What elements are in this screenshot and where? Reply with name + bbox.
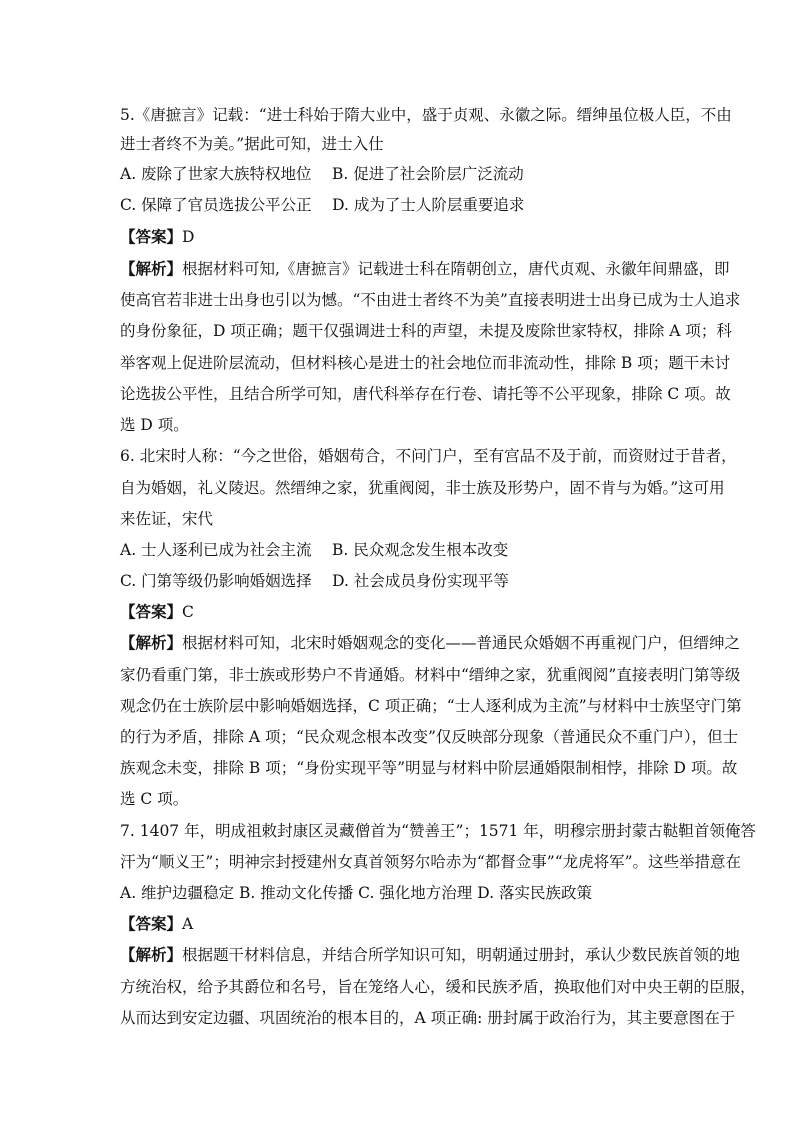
q5-option-line-1: A. 废除了世家大族特权地位 B. 促进了社会阶层广泛流动: [120, 165, 524, 183]
q6-stem-line-3: 来佐证，宋代: [120, 510, 214, 528]
answer-label: 【答案】: [120, 602, 183, 621]
q6-analysis-line-4: 的行为矛盾，排除 A 项；“民众观念根本改变”仅反映部分现象（普通民众不重门户），但士: [120, 728, 739, 746]
q6-analysis-line-6: 选 C 项。: [120, 790, 189, 808]
q5-analysis-line-1: [120, 258, 730, 280]
q5-analysis-line-3: 的身份象征，D 项正确；题干仅强调进士科的声望，未提及废除世家特权，排除 A 项；科: [120, 322, 732, 340]
q7-analysis-line-2: 方统治权，给予其爵位和名号，旨在笼络人心，缓和民族矛盾，换取他们对中央王朝的臣服，: [120, 978, 756, 996]
analysis-label: 【解析】: [120, 259, 183, 278]
q5-analysis-line-2: 使高官若非进士出身也引以为憾。“不由进士者终不为美”直接表明进士出身已成为士人追求: [120, 291, 741, 309]
analysis-label: 【解析】: [120, 945, 183, 964]
analysis-text: 根据题干材料信息，并结合所学知识可知，明朝通过册封，承认少数民族首领的地: [182, 946, 741, 964]
q6-analysis-line-5: 族观念未变，排除 B 项；“身份实现平等”明显与材料中阶层通婚限制相悖，排除 D 项。故: [120, 759, 738, 777]
analysis-text: 根据材料可知，北宋时婚姻观念的变化——普通民众婚姻不再重视门户，但缙绅之: [182, 634, 741, 652]
q5-stem-line-1: 5.《唐摭言》记载：“进士科始于隋大业中，盛于贞观、永徽之际。缙绅虽位极人臣，不由: [120, 106, 732, 124]
q5-stem-line-2: 进士者终不为美。”据此可知，进士入仕: [120, 135, 384, 153]
q6-analysis-line-1: [120, 632, 741, 654]
q6-stem-line-1: 6. 北宋时人称：“今之世俗，婚姻苟合，不问门户，至有宫品不及于前，而资财过于昔者，: [120, 447, 737, 465]
q6-option-line-1: A. 士人逐利已成为社会主流 B. 民众观念发生根本改变: [120, 541, 509, 559]
q5-answer: [120, 226, 690, 248]
answer-value: A: [182, 915, 194, 933]
q5-analysis-line-4: 举客观上促进阶层流动，但材料核心是进士的社会地位而非流动性，排除 B 项；题干未讨: [120, 354, 731, 372]
q6-option-line-2: C. 门第等级仍影响婚姻选择 D. 社会成员身份实现平等: [120, 572, 509, 590]
answer-label: 【答案】: [120, 227, 183, 246]
answer-label: 【答案】: [120, 914, 183, 933]
q7-analysis-line-3: 从而达到安定边疆、巩固统治的根本目的，A 项正确: 册封属于政治行为，其主要意图在于: [120, 1009, 736, 1027]
q6-answer: [120, 601, 690, 623]
q6-stem-line-2: 自为婚姻，礼义陵迟。然缙绅之家，犹重阀阅，非士族及形势户，固不肯与为婚。”这可用: [120, 479, 725, 497]
answer-value: C: [182, 603, 194, 621]
q5-analysis-line-5: 论选拔公平性，且结合所学可知，唐代科举存在行卷、请托等不公平现象，排除 C 项。故: [120, 385, 731, 403]
q6-analysis-line-2: 家仍看重门第，非士族或形势户不肯通婚。材料中“缙绅之家，犹重阀阅”直接表明门第等级: [120, 666, 741, 684]
q7-option-line-1: A. 维护边疆稳定 B. 推动文化传播 C. 强化地方治理 D. 落实民族政策: [120, 884, 592, 902]
analysis-text: 根据材料可知,《唐摭言》记载进士科在隋朝创立，唐代贞观、永徽年间鼎盛，即: [182, 260, 730, 278]
answer-value: D: [182, 228, 195, 246]
q7-stem-line-1: 7. 1407 年，明成祖敕封康区灵藏僧首为“赞善王”；1571 年，明穆宗册封蒙古鞑靼首领俺答: [120, 822, 756, 840]
q7-analysis-line-1: [120, 944, 741, 966]
q6-analysis-line-3: 观念仍在士族阶层中影响婚姻选择，C 项正确；“士人逐利成为主流”与材料中士族坚守门第: [120, 697, 742, 715]
q7-answer: [120, 913, 690, 935]
analysis-label: 【解析】: [120, 633, 183, 652]
q7-stem-line-2: 汗为“顺义王”；明神宗封授建州女真首领努尔哈赤为“都督佥事”“龙虎将军”。这些举措意在: [120, 853, 742, 871]
q5-analysis-line-6: 选 D 项。: [120, 416, 189, 434]
q5-option-line-2: C. 保障了官员选拔公平公正 D. 成为了士人阶层重要追求: [120, 196, 525, 214]
